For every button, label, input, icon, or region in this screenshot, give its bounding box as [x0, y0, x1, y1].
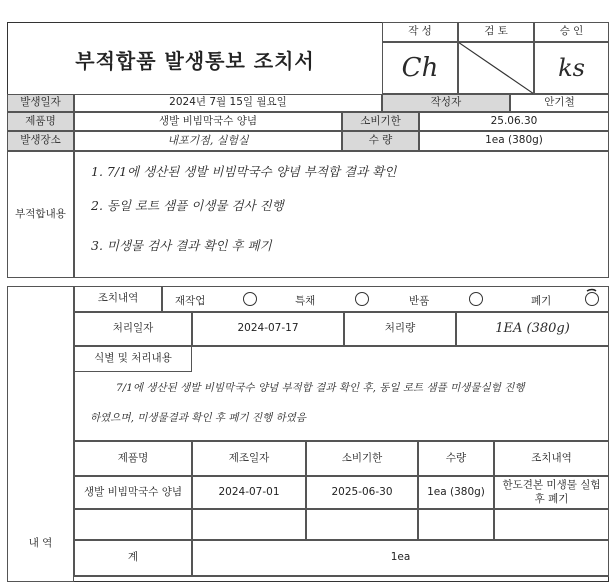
product-value: 생발 비빔막국수 양념 — [74, 112, 342, 131]
identify-label: 식별 및 처리내용 — [74, 346, 192, 372]
identify-line-1: 7/1에 생산된 생발 비빔막국수 양념 부적합 결과 확인 후, 동일 로트 샘플 미생물실험 진행 — [116, 382, 525, 394]
table-row-mfg: 2024-07-01 — [192, 476, 306, 509]
table-header-qty: 수량 — [418, 441, 494, 476]
table-empty-cell — [74, 509, 192, 540]
nonconformity-line-3: 3. 미생물 검사 결과 확인 후 폐기 — [91, 238, 272, 253]
action-label: 조치내역 — [74, 286, 162, 312]
total-label: 계 — [74, 540, 192, 576]
table-header-product: 제품명 — [74, 441, 192, 476]
diagonal-strike-icon — [459, 42, 533, 94]
nonconformity-label: 부적합내용 — [7, 151, 74, 278]
table-empty-cell — [418, 509, 494, 540]
expiry-label: 소비기한 — [342, 112, 419, 131]
table-empty-cell — [494, 509, 609, 540]
approval-header-reviewer: 검 토 — [458, 22, 534, 42]
option-rework-label: 재작업 — [175, 295, 206, 307]
option-return-radio[interactable] — [469, 292, 483, 306]
nonconformity-content — [74, 151, 609, 278]
approval-signature-approver: ks — [534, 42, 609, 94]
document-title: 부적합품 발생통보 조치서 — [75, 48, 315, 73]
author-value: 안기철 — [510, 94, 609, 112]
option-discard-radio[interactable] — [585, 292, 599, 306]
process-qty-label: 처리량 — [344, 312, 456, 346]
quantity-label: 수 량 — [342, 131, 419, 151]
location-value: 내포기점, 실험실 — [74, 131, 342, 151]
identify-line-2: 하였으며, 미생물결과 확인 후 폐기 진행 하였음 — [90, 412, 307, 424]
quantity-value: 1ea (380g) — [419, 131, 609, 151]
process-date-value: 2024-07-17 — [192, 312, 344, 346]
expiry-value: 25.06.30 — [419, 112, 609, 131]
table-row-expiry: 2025-06-30 — [306, 476, 418, 509]
approval-signature-reviewer — [458, 42, 534, 94]
process-qty-value: 1EA (380g) — [456, 312, 609, 346]
location-label: 발생장소 — [7, 131, 74, 151]
table-empty-cell — [192, 509, 306, 540]
total-value: 1ea — [192, 540, 609, 576]
table-row-action: 한도견본 미생물 실험 후 폐기 — [494, 476, 609, 509]
approval-signature-writer: Ch — [382, 42, 458, 94]
option-return-label: 반품 — [409, 295, 430, 307]
table-empty-cell — [306, 509, 418, 540]
table-row-qty: 1ea (380g) — [418, 476, 494, 509]
table-row-product: 생발 비빔막국수 양념 — [74, 476, 192, 509]
action-options — [162, 286, 609, 312]
table-header-mfg: 제조일자 — [192, 441, 306, 476]
occurrence-date-label: 발생일자 — [7, 94, 74, 112]
nonconformity-line-2: 2. 동일 로트 샘플 이생물 검사 진행 — [91, 198, 284, 213]
process-date-label: 처리일자 — [74, 312, 192, 346]
bottom-divider — [74, 576, 609, 577]
approval-header-writer: 작 성 — [382, 22, 458, 42]
check-mark-icon — [584, 289, 598, 303]
occurrence-date-value: 2024년 7월 15일 월요일 — [74, 94, 382, 112]
author-label: 작성자 — [382, 94, 510, 112]
table-header-action: 조치내역 — [494, 441, 609, 476]
approval-header-approver: 승 인 — [534, 22, 609, 42]
table-header-expiry: 소비기한 — [306, 441, 418, 476]
nonconformity-line-1: 1. 7/1에 생산된 생발 비빔막국수 양념 부적합 결과 확인 — [91, 164, 397, 179]
detail-label: 내 역 — [7, 286, 74, 582]
option-discard-label: 폐기 — [531, 295, 552, 307]
product-label: 제품명 — [7, 112, 74, 131]
option-rework-radio[interactable] — [243, 292, 257, 306]
option-special-label: 특채 — [295, 295, 316, 307]
option-special-radio[interactable] — [355, 292, 369, 306]
